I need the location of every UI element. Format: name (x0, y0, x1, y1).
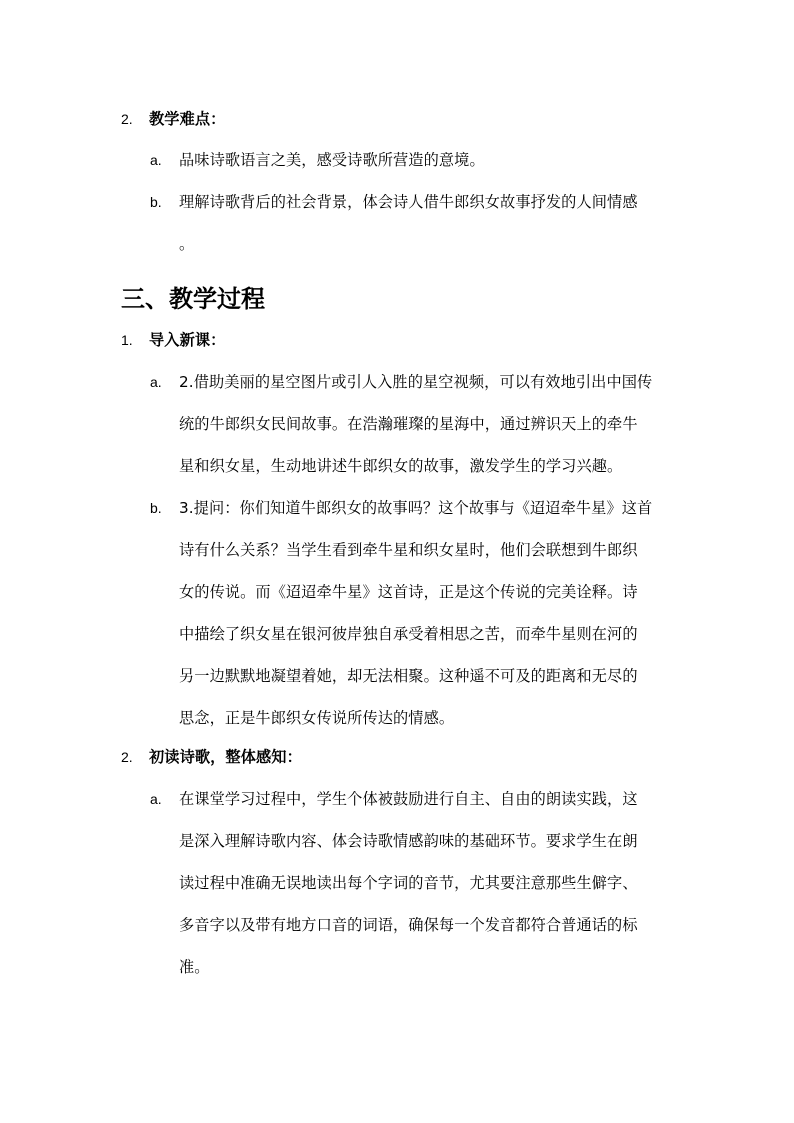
list-title: 导入新课： (149, 331, 226, 349)
sub-list-line: 诗有什么关系？当学生看到牵牛星和织女星时，他们会联想到牛郎织 (179, 541, 638, 559)
sub-list-line: 3.提问：你们知道牛郎织女的故事吗？这个故事与《迢迢牵牛星》这首 (179, 499, 653, 517)
sub-list-marker: a. (150, 791, 162, 807)
sub-list-line: 是深入理解诗歌内容、体会诗歌情感韵味的基础环节。要求学生在朗 (179, 832, 638, 850)
list-title: 教学难点： (149, 110, 226, 128)
section-heading: 三、教学过程 (121, 285, 265, 313)
sub-list-line: 读过程中准确无误地读出每个字词的音节，尤其要注意那些生僻字、 (179, 874, 638, 892)
sub-list-line: 女的传说。而《迢迢牵牛星》这首诗，正是这个传说的完美诠释。诗 (179, 583, 638, 601)
list-title: 初读诗歌，整体感知： (149, 748, 302, 766)
list-marker: 2. (121, 749, 133, 765)
sub-list-line: 星和织女星，生动地讲述牛郎织女的故事，激发学生的学习兴趣。 (179, 457, 623, 475)
sub-list-line: 中描绘了织女星在银河彼岸独自承受着相思之苦，而牵牛星则在河的 (179, 625, 638, 643)
sub-list-line: 思念，正是牛郎织女传说所传达的情感。 (179, 709, 455, 727)
list-marker: 1. (121, 332, 133, 348)
sub-list-line: 另一边默默地凝望着她，却无法相聚。这种遥不可及的距离和无尽的 (179, 667, 638, 685)
sub-list-marker: b. (150, 500, 162, 516)
sub-list-marker: b. (150, 194, 162, 210)
sub-list-line: 准。 (179, 958, 210, 976)
sub-list-line: 理解诗歌背后的社会背景，体会诗人借牛郎织女故事抒发的人间情感 (179, 193, 638, 211)
sub-list-line: 2.借助美丽的星空图片或引人入胜的星空视频，可以有效地引出中国传 (179, 373, 653, 391)
list-marker: 2. (121, 111, 133, 127)
sub-list-marker: a. (150, 152, 162, 168)
sub-list-marker: a. (150, 374, 162, 390)
sub-list-line: 。 (179, 235, 195, 253)
sub-list-line: 多音字以及带有地方口音的词语，确保每一个发音都符合普通话的标 (179, 916, 638, 934)
sub-list-line: 品味诗歌语言之美，感受诗歌所营造的意境。 (179, 151, 485, 169)
sub-list-line: 在课堂学习过程中，学生个体被鼓励进行自主、自由的朗读实践，这 (179, 790, 638, 808)
sub-list-line: 统的牛郎织女民间故事。在浩瀚璀璨的星海中，通过辨识天上的牵牛 (179, 415, 638, 433)
